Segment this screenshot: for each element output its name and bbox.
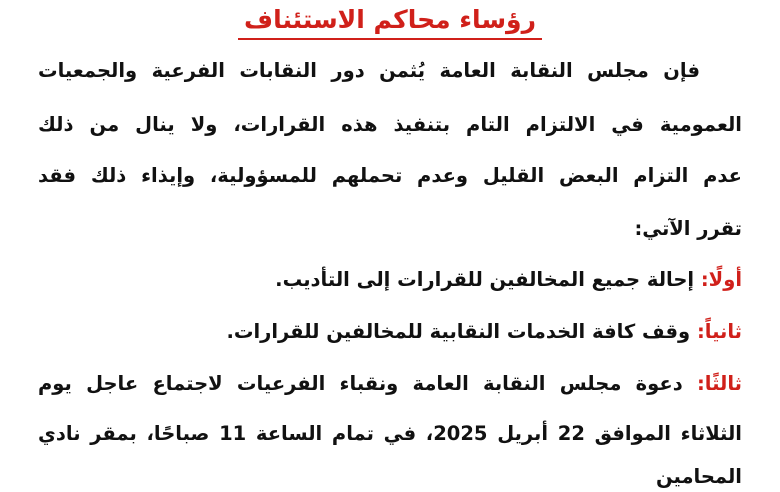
decision-third [38,369,742,399]
paragraph-line-1-text: فإن مجلس النقابة العامة يُثمن دور النقابات الفرعية والجمعيات [38,59,700,82]
decision-second-text: وقف كافة الخدمات النقابية للمخالفين للقرارات. [226,320,697,343]
document-title [0,0,780,40]
continuation-line-2: المحامين [655,465,742,488]
continuation-line-1: الثلاثاء الموافق 22 أبريل 2025، في تمام الساعة 11 صباحًا، بمقر نادي [38,422,742,445]
decision-first-label: أولًا: [700,268,742,291]
paragraph-line-4: تقرر الآتي: [634,217,742,240]
paragraph-line-2: العمومية في الالتزام التام بتنفيذ هذه القرارات، ولا ينال من ذلك [38,113,742,136]
title-text: رؤساء محاكم الاستئناف [238,3,542,40]
paragraph-line-1 [38,56,742,86]
decision-first [38,265,742,295]
paragraph-line-3: عدم التزام البعض القليل وعدم تحملهم للمسؤولية، وإيذاء ذلك فقد [38,164,742,187]
decision-third-text: دعوة مجلس النقابة العامة ونقباء الفرعيات لاجتماع عاجل يوم [38,372,697,395]
decision-first-text: إحالة جميع المخالفين للقرارات إلى التأديب. [275,268,701,291]
decision-third-label: ثالثًا: [696,372,742,395]
decision-second-label: ثانياً: [696,320,742,343]
decision-second [38,317,742,347]
